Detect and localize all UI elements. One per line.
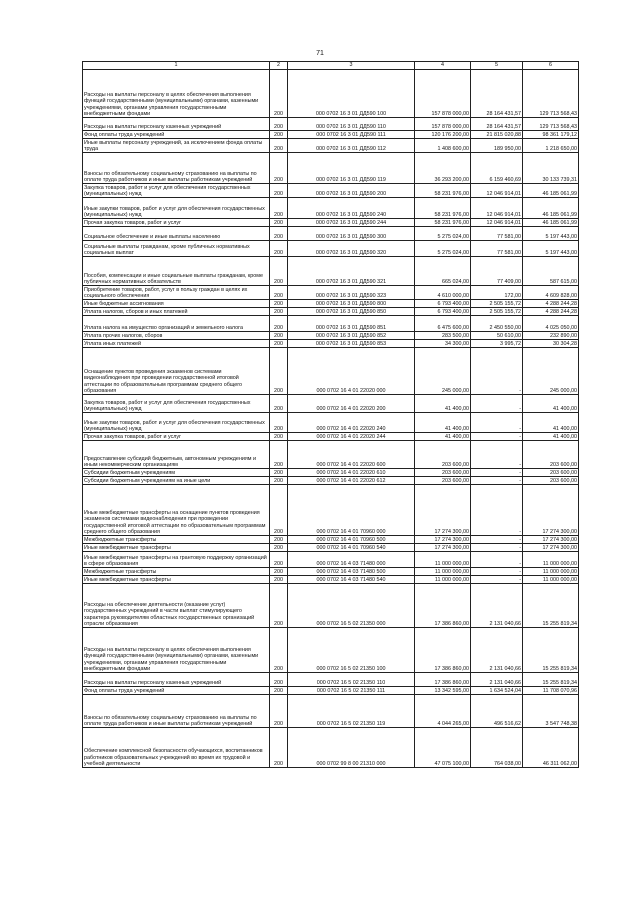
table-row bbox=[83, 584, 579, 628]
executed-amount-cell: 189 950,00 bbox=[471, 139, 523, 153]
executed-amount-cell: 496 516,62 bbox=[471, 695, 523, 728]
approved-amount-cell: 4 610 000,00 bbox=[415, 286, 471, 300]
expense-name-cell: Иные межбюджетные трансферты bbox=[83, 544, 270, 552]
executed-amount-cell: 77 409,00 bbox=[471, 257, 523, 286]
table-row bbox=[83, 332, 579, 340]
executed-amount-cell: 172,00 bbox=[471, 286, 523, 300]
remaining-amount-cell: 5 197 443,00 bbox=[523, 241, 579, 257]
approved-amount-cell: 17 274 300,00 bbox=[415, 536, 471, 544]
admin-code-cell: 200 bbox=[270, 441, 288, 469]
expense-name-cell: Расходы на выплаты персоналу казенных учреждений bbox=[83, 673, 270, 687]
remaining-amount-cell: 46 185 061,99 bbox=[523, 184, 579, 198]
admin-code-cell: 200 bbox=[270, 70, 288, 118]
budget-classification-code-cell: 000 0702 16 3 01 ДД590 852 bbox=[288, 332, 415, 340]
expense-name-cell: Иные закупки товаров, работ и услуг для обеспечения государственных (муниципальных) нужд bbox=[83, 413, 270, 433]
approved-amount-cell: 245 000,00 bbox=[415, 348, 471, 395]
table-row bbox=[83, 413, 579, 433]
expense-name-cell: Иные межбюджетные трансферты bbox=[83, 576, 270, 584]
admin-code-cell: 200 bbox=[270, 219, 288, 227]
approved-amount-cell: 665 024,00 bbox=[415, 257, 471, 286]
budget-classification-code-cell: 000 0702 16 4 01 22020 612 bbox=[288, 477, 415, 485]
expense-name-cell: Социальное обеспечение и иные выплаты населению bbox=[83, 227, 270, 241]
approved-amount-cell: 17 386 860,00 bbox=[415, 673, 471, 687]
remaining-amount-cell: 245 000,00 bbox=[523, 348, 579, 395]
approved-amount-cell: 283 500,00 bbox=[415, 332, 471, 340]
table-row bbox=[83, 536, 579, 544]
table-row bbox=[83, 153, 579, 184]
executed-amount-cell: 3 995,72 bbox=[471, 340, 523, 348]
remaining-amount-cell: 17 274 300,00 bbox=[523, 536, 579, 544]
remaining-amount-cell: 11 708 070,96 bbox=[523, 687, 579, 695]
expense-name-cell: Иные бюджетные ассигнования bbox=[83, 300, 270, 308]
remaining-amount-cell: 17 274 300,00 bbox=[523, 544, 579, 552]
admin-code-cell: 200 bbox=[270, 348, 288, 395]
executed-amount-cell: - bbox=[471, 477, 523, 485]
admin-code-cell: 200 bbox=[270, 118, 288, 131]
budget-classification-code-cell: 000 0702 16 3 01 ДД590 853 bbox=[288, 340, 415, 348]
remaining-amount-cell: 4 609 828,00 bbox=[523, 286, 579, 300]
executed-amount-cell: 50 610,00 bbox=[471, 332, 523, 340]
budget-classification-code-cell: 000 0702 16 4 01 22020 200 bbox=[288, 395, 415, 413]
budget-classification-code-cell: 000 0702 16 4 03 71480 000 bbox=[288, 552, 415, 568]
remaining-amount-cell: 203 600,00 bbox=[523, 477, 579, 485]
table-row bbox=[83, 433, 579, 441]
table-row bbox=[83, 568, 579, 576]
admin-code-cell: 200 bbox=[270, 628, 288, 673]
remaining-amount-cell: 4 288 244,28 bbox=[523, 300, 579, 308]
approved-amount-cell: 58 231 976,00 bbox=[415, 219, 471, 227]
remaining-amount-cell: 203 600,00 bbox=[523, 441, 579, 469]
budget-classification-code-cell: 000 0702 16 3 01 ДД590 800 bbox=[288, 300, 415, 308]
table-row bbox=[83, 241, 579, 257]
expense-name-cell: Уплата налогов, сборов и иных платежей bbox=[83, 308, 270, 316]
expense-name-cell: Закупка товаров, работ и услуг для обеспечения государственных (муниципальных) нужд bbox=[83, 184, 270, 198]
remaining-amount-cell: 129 713 568,43 bbox=[523, 70, 579, 118]
table-row bbox=[83, 316, 579, 332]
approved-amount-cell: 4 044 265,00 bbox=[415, 695, 471, 728]
column-header: 5 bbox=[471, 62, 523, 70]
budget-classification-code-cell: 000 0702 16 4 01 22020 240 bbox=[288, 413, 415, 433]
admin-code-cell: 200 bbox=[270, 332, 288, 340]
page-number: 71 bbox=[316, 50, 324, 57]
approved-amount-cell: 11 000 000,00 bbox=[415, 568, 471, 576]
table-row bbox=[83, 300, 579, 308]
admin-code-cell: 200 bbox=[270, 139, 288, 153]
budget-classification-code-cell: 000 0702 16 3 01 ДД590 321 bbox=[288, 257, 415, 286]
admin-code-cell: 200 bbox=[270, 544, 288, 552]
table-row bbox=[83, 552, 579, 568]
approved-amount-cell: 120 176 200,00 bbox=[415, 131, 471, 139]
approved-amount-cell: 157 878 000,00 bbox=[415, 118, 471, 131]
budget-classification-code-cell: 000 0702 16 4 01 22020 000 bbox=[288, 348, 415, 395]
budget-classification-code-cell: 000 0702 16 4 01 22020 244 bbox=[288, 433, 415, 441]
executed-amount-cell: 2 450 550,00 bbox=[471, 316, 523, 332]
executed-amount-cell: - bbox=[471, 536, 523, 544]
remaining-amount-cell: 15 255 819,34 bbox=[523, 628, 579, 673]
table-row bbox=[83, 118, 579, 131]
expense-name-cell: Уплата прочих налогов, сборов bbox=[83, 332, 270, 340]
remaining-amount-cell: 5 197 443,00 bbox=[523, 227, 579, 241]
expense-name-cell: Приобретение товаров, работ, услуг в пользу граждан в целях их социального обеспечения bbox=[83, 286, 270, 300]
remaining-amount-cell: 17 274 300,00 bbox=[523, 485, 579, 536]
admin-code-cell: 200 bbox=[270, 300, 288, 308]
table-row bbox=[83, 139, 579, 153]
budget-classification-code-cell: 000 0702 16 4 01 70960 000 bbox=[288, 485, 415, 536]
expense-name-cell: Уплата налога на имущество организаций и земельного налога bbox=[83, 316, 270, 332]
executed-amount-cell: - bbox=[471, 348, 523, 395]
executed-amount-cell: - bbox=[471, 469, 523, 477]
budget-classification-code-cell: 000 0702 16 3 01 ДД590 244 bbox=[288, 219, 415, 227]
expense-name-cell: Социальные выплаты гражданам, кроме публичных нормативных социальных выплат bbox=[83, 241, 270, 257]
expense-name-cell: Обеспечение комплексной безопасности обучающихся, воспитанников работников образовательных учреждений во время их трудовой и учебной деятельности bbox=[83, 728, 270, 768]
expense-name-cell: Расходы на выплаты персоналу в целях обеспечения выполнения функций государственными (муниципальными) органами, казенными учреждениями, органами управления государственными внебюджетными фондами bbox=[83, 70, 270, 118]
budget-classification-code-cell: 000 0702 16 3 01 ДД590 240 bbox=[288, 198, 415, 219]
admin-code-cell: 200 bbox=[270, 184, 288, 198]
executed-amount-cell: 2 131 040,66 bbox=[471, 584, 523, 628]
executed-amount-cell: - bbox=[471, 568, 523, 576]
approved-amount-cell: 13 342 595,00 bbox=[415, 687, 471, 695]
budget-classification-code-cell: 000 0702 16 3 01 ДД590 112 bbox=[288, 139, 415, 153]
budget-classification-code-cell: 000 0702 16 4 01 70960 540 bbox=[288, 544, 415, 552]
table-body bbox=[83, 70, 579, 768]
expense-name-cell: Оснащение пунктов проведения экзаменов системами видеонаблюдения при проведении государственной итоговой аттестации по образовательным программам среднего общего образования bbox=[83, 348, 270, 395]
remaining-amount-cell: 11 000 000,00 bbox=[523, 568, 579, 576]
remaining-amount-cell: 46 185 061,99 bbox=[523, 219, 579, 227]
admin-code-cell: 200 bbox=[270, 584, 288, 628]
budget-execution-table bbox=[82, 61, 579, 768]
remaining-amount-cell: 232 890,00 bbox=[523, 332, 579, 340]
executed-amount-cell: 12 046 914,01 bbox=[471, 219, 523, 227]
approved-amount-cell: 41 400,00 bbox=[415, 395, 471, 413]
admin-code-cell: 200 bbox=[270, 198, 288, 219]
executed-amount-cell: 2 505 155,72 bbox=[471, 300, 523, 308]
executed-amount-cell: - bbox=[471, 395, 523, 413]
column-header: 1 bbox=[83, 62, 270, 70]
table-row bbox=[83, 257, 579, 286]
table-row bbox=[83, 477, 579, 485]
expense-name-cell: Субсидии бюджетным учреждениям bbox=[83, 469, 270, 477]
table-row bbox=[83, 308, 579, 316]
admin-code-cell: 200 bbox=[270, 728, 288, 768]
executed-amount-cell: 2 131 040,66 bbox=[471, 673, 523, 687]
approved-amount-cell: 6 475 600,00 bbox=[415, 316, 471, 332]
column-header: 4 bbox=[415, 62, 471, 70]
executed-amount-cell: 77 581,00 bbox=[471, 227, 523, 241]
budget-classification-code-cell: 000 0702 16 5 02 21350 111 bbox=[288, 687, 415, 695]
admin-code-cell: 200 bbox=[270, 477, 288, 485]
table-row bbox=[83, 131, 579, 139]
executed-amount-cell: 21 815 020,88 bbox=[471, 131, 523, 139]
table-row bbox=[83, 198, 579, 219]
column-header: 6 bbox=[523, 62, 579, 70]
column-header: 2 bbox=[270, 62, 288, 70]
executed-amount-cell: - bbox=[471, 413, 523, 433]
remaining-amount-cell: 30 304,28 bbox=[523, 340, 579, 348]
executed-amount-cell: 764 038,00 bbox=[471, 728, 523, 768]
budget-classification-code-cell: 000 0702 16 3 01 ДД590 119 bbox=[288, 153, 415, 184]
table-row bbox=[83, 544, 579, 552]
executed-amount-cell: - bbox=[471, 441, 523, 469]
admin-code-cell: 200 bbox=[270, 257, 288, 286]
approved-amount-cell: 11 000 000,00 bbox=[415, 576, 471, 584]
executed-amount-cell: - bbox=[471, 552, 523, 568]
expense-name-cell: Взносы по обязательному социальному страхованию на выплаты по оплате труда работников и иные выплаты работникам учреждений bbox=[83, 695, 270, 728]
table-row bbox=[83, 485, 579, 536]
approved-amount-cell: 17 386 860,00 bbox=[415, 584, 471, 628]
table-row bbox=[83, 70, 579, 118]
executed-amount-cell: 28 164 431,57 bbox=[471, 70, 523, 118]
admin-code-cell: 200 bbox=[270, 413, 288, 433]
table-row bbox=[83, 395, 579, 413]
admin-code-cell: 200 bbox=[270, 131, 288, 139]
approved-amount-cell: 34 300,00 bbox=[415, 340, 471, 348]
table-row bbox=[83, 184, 579, 198]
table-row bbox=[83, 441, 579, 469]
expense-name-cell: Предоставление субсидий бюджетным, автономным учреждениям и иным некоммерческим организациям bbox=[83, 441, 270, 469]
remaining-amount-cell: 3 547 748,38 bbox=[523, 695, 579, 728]
budget-classification-code-cell: 000 0702 16 5 02 21350 000 bbox=[288, 584, 415, 628]
budget-classification-code-cell: 000 0702 16 3 01 ДД590 850 bbox=[288, 308, 415, 316]
executed-amount-cell: 28 164 431,57 bbox=[471, 118, 523, 131]
expense-name-cell: Субсидии бюджетным учреждениям на иные цели bbox=[83, 477, 270, 485]
expense-name-cell: Расходы на выплаты персоналу казенных учреждений bbox=[83, 118, 270, 131]
remaining-amount-cell: 1 218 650,00 bbox=[523, 139, 579, 153]
budget-classification-code-cell: 000 0702 16 3 01 ДД590 111 bbox=[288, 131, 415, 139]
expense-name-cell: Фонд оплаты труда учреждений bbox=[83, 687, 270, 695]
executed-amount-cell: 2 131 040,66 bbox=[471, 628, 523, 673]
approved-amount-cell: 1 408 600,00 bbox=[415, 139, 471, 153]
admin-code-cell: 200 bbox=[270, 552, 288, 568]
expense-name-cell: Иные закупки товаров, работ и услуг для обеспечения государственных (муниципальных) нужд bbox=[83, 198, 270, 219]
column-header: 3 bbox=[288, 62, 415, 70]
admin-code-cell: 200 bbox=[270, 241, 288, 257]
budget-classification-code-cell: 000 0702 16 4 03 71480 500 bbox=[288, 568, 415, 576]
executed-amount-cell: 6 159 460,69 bbox=[471, 153, 523, 184]
budget-classification-code-cell: 000 0702 16 3 01 ДД590 110 bbox=[288, 118, 415, 131]
expense-name-cell: Расходы на выплаты персоналу в целях обеспечения выполнения функций государственными (муниципальными) органами, казенными учреждениями, органами управления государственными внебюджетными фондами bbox=[83, 628, 270, 673]
admin-code-cell: 200 bbox=[270, 536, 288, 544]
approved-amount-cell: 5 275 024,00 bbox=[415, 241, 471, 257]
remaining-amount-cell: 11 000 000,00 bbox=[523, 552, 579, 568]
admin-code-cell: 200 bbox=[270, 687, 288, 695]
approved-amount-cell: 5 275 024,00 bbox=[415, 227, 471, 241]
remaining-amount-cell: 11 000 000,00 bbox=[523, 576, 579, 584]
approved-amount-cell: 41 400,00 bbox=[415, 413, 471, 433]
expense-name-cell: Расходы на обеспечение деятельности (оказание услуг) государственных учреждений в части выплат стимулирующего характера руководителям областных государственных организаций отрасли образования bbox=[83, 584, 270, 628]
admin-code-cell: 200 bbox=[270, 308, 288, 316]
admin-code-cell: 200 bbox=[270, 673, 288, 687]
executed-amount-cell: 12 046 914,01 bbox=[471, 198, 523, 219]
expense-name-cell: Уплата иных платежей bbox=[83, 340, 270, 348]
executed-amount-cell: 2 505 155,72 bbox=[471, 308, 523, 316]
remaining-amount-cell: 46 185 061,99 bbox=[523, 198, 579, 219]
expense-name-cell: Прочая закупка товаров, работ и услуг bbox=[83, 219, 270, 227]
expense-name-cell: Иные межбюджетные трансферты на грантовую поддержку организаций в сфере образования bbox=[83, 552, 270, 568]
expense-name-cell: Межбюджетные трансферты bbox=[83, 536, 270, 544]
budget-classification-code-cell: 000 0702 16 5 02 21350 110 bbox=[288, 673, 415, 687]
budget-classification-code-cell: 000 0702 16 5 02 21350 100 bbox=[288, 628, 415, 673]
remaining-amount-cell: 41 400,00 bbox=[523, 433, 579, 441]
admin-code-cell: 200 bbox=[270, 153, 288, 184]
admin-code-cell: 200 bbox=[270, 469, 288, 477]
remaining-amount-cell: 41 400,00 bbox=[523, 395, 579, 413]
approved-amount-cell: 17 274 300,00 bbox=[415, 544, 471, 552]
budget-classification-code-cell: 000 0702 16 3 01 ДД590 300 bbox=[288, 227, 415, 241]
approved-amount-cell: 47 075 100,00 bbox=[415, 728, 471, 768]
admin-code-cell: 200 bbox=[270, 576, 288, 584]
admin-code-cell: 200 bbox=[270, 485, 288, 536]
table-row bbox=[83, 340, 579, 348]
remaining-amount-cell: 46 311 062,00 bbox=[523, 728, 579, 768]
approved-amount-cell: 17 274 300,00 bbox=[415, 485, 471, 536]
approved-amount-cell: 203 600,00 bbox=[415, 441, 471, 469]
expense-name-cell: Фонд оплаты труда учреждений bbox=[83, 131, 270, 139]
executed-amount-cell: 12 046 914,01 bbox=[471, 184, 523, 198]
table-row bbox=[83, 286, 579, 300]
budget-classification-code-cell: 000 0702 16 3 01 ДД590 851 bbox=[288, 316, 415, 332]
table-row bbox=[83, 728, 579, 768]
approved-amount-cell: 58 231 976,00 bbox=[415, 184, 471, 198]
expense-name-cell: Взносы по обязательному социальному страхованию на выплаты по оплате труда работников и иные выплаты работникам учреждений bbox=[83, 153, 270, 184]
table-row bbox=[83, 628, 579, 673]
budget-classification-code-cell: 000 0702 16 3 01 ДД590 200 bbox=[288, 184, 415, 198]
approved-amount-cell: 6 793 400,00 bbox=[415, 300, 471, 308]
table-row bbox=[83, 227, 579, 241]
table-row bbox=[83, 687, 579, 695]
budget-classification-code-cell: 000 0702 16 3 01 ДД590 100 bbox=[288, 70, 415, 118]
table-row bbox=[83, 695, 579, 728]
remaining-amount-cell: 15 255 819,34 bbox=[523, 673, 579, 687]
remaining-amount-cell: 30 133 739,31 bbox=[523, 153, 579, 184]
admin-code-cell: 200 bbox=[270, 316, 288, 332]
budget-classification-code-cell: 000 0702 16 5 02 21350 119 bbox=[288, 695, 415, 728]
remaining-amount-cell: 203 600,00 bbox=[523, 469, 579, 477]
budget-classification-code-cell: 000 0702 16 4 01 22020 600 bbox=[288, 441, 415, 469]
approved-amount-cell: 203 600,00 bbox=[415, 477, 471, 485]
executed-amount-cell: - bbox=[471, 544, 523, 552]
table-row bbox=[83, 219, 579, 227]
budget-classification-code-cell: 000 0702 99 8 00 21310 000 bbox=[288, 728, 415, 768]
table-row bbox=[83, 348, 579, 395]
expense-name-cell: Пособия, компенсации и иные социальные выплаты гражданам, кроме публичных нормативных обязательств bbox=[83, 257, 270, 286]
budget-classification-code-cell: 000 0702 16 4 03 71480 540 bbox=[288, 576, 415, 584]
approved-amount-cell: 11 000 000,00 bbox=[415, 552, 471, 568]
admin-code-cell: 200 bbox=[270, 433, 288, 441]
table-row bbox=[83, 576, 579, 584]
approved-amount-cell: 157 878 000,00 bbox=[415, 70, 471, 118]
executed-amount-cell: - bbox=[471, 485, 523, 536]
expense-name-cell: Иные межбюджетные трансферты на оснащение пунктов проведения экзаменов системами видеонаблюдения при проведении государственной итоговой аттестации по образовательным программам среднего общего образования bbox=[83, 485, 270, 536]
remaining-amount-cell: 41 400,00 bbox=[523, 413, 579, 433]
admin-code-cell: 200 bbox=[270, 286, 288, 300]
approved-amount-cell: 17 386 860,00 bbox=[415, 628, 471, 673]
remaining-amount-cell: 4 288 244,28 bbox=[523, 308, 579, 316]
executed-amount-cell: - bbox=[471, 576, 523, 584]
admin-code-cell: 200 bbox=[270, 568, 288, 576]
approved-amount-cell: 203 600,00 bbox=[415, 469, 471, 477]
remaining-amount-cell: 587 615,00 bbox=[523, 257, 579, 286]
executed-amount-cell: 77 581,00 bbox=[471, 241, 523, 257]
approved-amount-cell: 6 793 400,00 bbox=[415, 308, 471, 316]
remaining-amount-cell: 129 713 568,43 bbox=[523, 118, 579, 131]
expense-name-cell: Закупка товаров, работ и услуг для обеспечения государственных (муниципальных) нужд bbox=[83, 395, 270, 413]
table-row bbox=[83, 469, 579, 477]
budget-classification-code-cell: 000 0702 16 4 01 70960 500 bbox=[288, 536, 415, 544]
expense-name-cell: Прочая закупка товаров, работ и услуг bbox=[83, 433, 270, 441]
expense-name-cell: Иные выплаты персоналу учреждений, за исключением фонда оплаты труда bbox=[83, 139, 270, 153]
executed-amount-cell: 1 634 524,04 bbox=[471, 687, 523, 695]
admin-code-cell: 200 bbox=[270, 227, 288, 241]
budget-classification-code-cell: 000 0702 16 3 01 ДД590 320 bbox=[288, 241, 415, 257]
column-number-row bbox=[83, 62, 579, 70]
approved-amount-cell: 58 231 976,00 bbox=[415, 198, 471, 219]
budget-classification-code-cell: 000 0702 16 4 01 22020 610 bbox=[288, 469, 415, 477]
budget-classification-code-cell: 000 0702 16 3 01 ДД590 323 bbox=[288, 286, 415, 300]
expense-name-cell: Межбюджетные трансферты bbox=[83, 568, 270, 576]
approved-amount-cell: 41 400,00 bbox=[415, 433, 471, 441]
remaining-amount-cell: 98 361 179,12 bbox=[523, 131, 579, 139]
remaining-amount-cell: 4 025 050,00 bbox=[523, 316, 579, 332]
executed-amount-cell: - bbox=[471, 433, 523, 441]
admin-code-cell: 200 bbox=[270, 695, 288, 728]
admin-code-cell: 200 bbox=[270, 340, 288, 348]
remaining-amount-cell: 15 255 819,34 bbox=[523, 584, 579, 628]
table-row bbox=[83, 673, 579, 687]
admin-code-cell: 200 bbox=[270, 395, 288, 413]
approved-amount-cell: 36 293 200,00 bbox=[415, 153, 471, 184]
